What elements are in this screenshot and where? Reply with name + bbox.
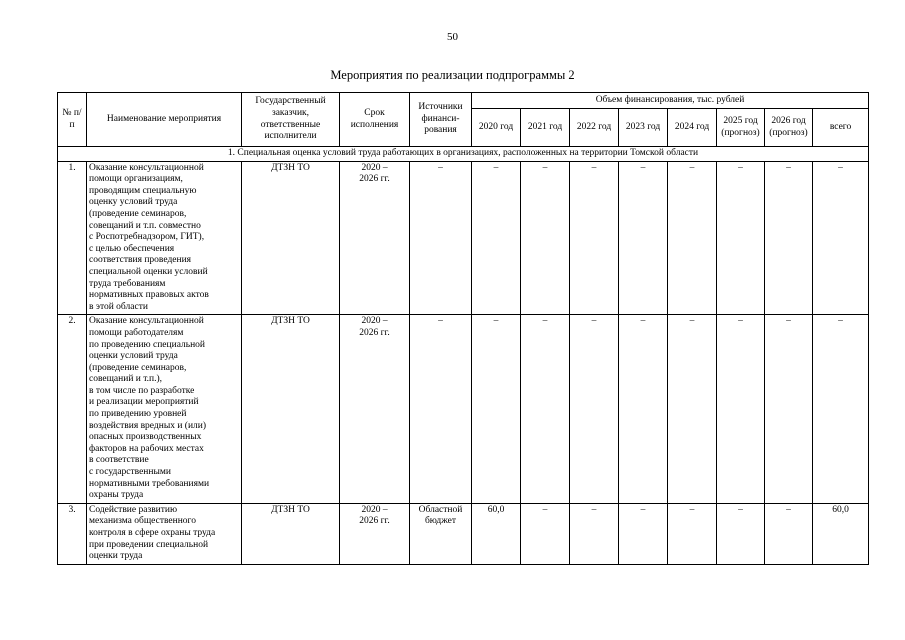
section-title: 1. Специальная оценка условий труда работающих в организациях, расположенных на территории Томской области (58, 147, 869, 162)
value-cell: – (521, 315, 570, 504)
activity-name-line: контроля в сфере охраны труда (89, 528, 216, 538)
value-cell: – (521, 161, 570, 315)
activity-name-line: механизма общественного (89, 516, 196, 527)
value-cell: 60,0 (472, 503, 521, 564)
page-number: 50 (447, 31, 458, 43)
activity-name-line: в этой области (89, 301, 148, 312)
value-cell: – (619, 503, 668, 564)
header-source: Источники финанси-рования (410, 93, 472, 147)
term-line: 2020 – (361, 504, 388, 515)
row-number: 2. (58, 315, 87, 504)
term-line: 2020 – (361, 316, 388, 327)
activity-name-line: воздействия вредных и (или) (89, 420, 207, 431)
value-cell: – (717, 315, 765, 504)
header-year: 2026 год (прогноз) (765, 109, 813, 147)
activity-name-line: оценки условий труда (89, 351, 178, 362)
activity-name-line: при проведении специальной (89, 539, 209, 550)
table-row (58, 315, 869, 504)
value-cell: – (668, 161, 717, 315)
activity-name-line: в соответствие (89, 455, 149, 466)
value-cell: – (472, 315, 521, 504)
activity-name-line: Содействие развитию (89, 504, 178, 515)
header-volume: Объем финансирования, тыс. рублей (472, 93, 869, 109)
activity-name-line: труда требованиям (89, 278, 166, 289)
row-number: 1. (58, 161, 87, 315)
value-cell: – (765, 315, 813, 504)
value-cell: – (570, 503, 619, 564)
activity-name-line: соответствия проведения (89, 255, 192, 266)
activity-name-line: по приведению уровней (89, 409, 187, 420)
activity-name-line: нормативных правовых актов (89, 290, 209, 301)
funding-source (410, 503, 472, 564)
activity-name (87, 161, 242, 315)
activity-name-line: оценки труда (89, 551, 143, 562)
term (340, 161, 410, 315)
activity-name-line: по проведению специальной (89, 339, 205, 350)
table-row (58, 503, 869, 564)
activity-name-line: Оказание консультационной (89, 316, 204, 327)
header-term: Срок исполнения (340, 93, 410, 147)
term (340, 503, 410, 564)
term-line: 2026 гг. (359, 516, 390, 527)
value-cell: – (717, 161, 765, 315)
funding-source: – (410, 161, 472, 315)
value-cell: – (619, 315, 668, 504)
header-year: 2024 год (668, 109, 717, 147)
term (340, 315, 410, 504)
funding-source-line: Областной (418, 504, 463, 515)
funding-source: – (410, 315, 472, 504)
header-num: № п/п (58, 93, 87, 147)
value-cell: – (765, 503, 813, 564)
activity-name-line: с целью обеспечения (89, 243, 175, 254)
activity-name-line: и реализации мероприятий (89, 397, 199, 408)
value-total: 60,0 (813, 503, 869, 564)
table-row (58, 161, 869, 315)
activity-name-line: совещаний и т.п. совместно (89, 220, 201, 231)
funding-source-line: бюджет (424, 516, 457, 527)
value-cell: – (570, 315, 619, 504)
activity-name-line: помощи работодателям (89, 327, 184, 338)
activity-name-line: в том числе по разработке (89, 385, 195, 396)
activity-name-line: (проведение семинаров, (89, 362, 187, 373)
header-year: 2020 год (472, 109, 521, 147)
customer: ДТЗН ТО (242, 315, 340, 504)
header-total: всего (813, 109, 869, 147)
value-cell: – (765, 161, 813, 315)
activity-name-line: специальной оценки условий (89, 266, 208, 277)
customer: ДТЗН ТО (242, 161, 340, 315)
activity-name (87, 315, 242, 504)
term-line: 2026 гг. (359, 327, 390, 338)
value-cell: – (472, 161, 521, 315)
value-cell: – (717, 503, 765, 564)
document-title: Мероприятия по реализации подпрограммы 2 (330, 68, 575, 82)
header-name: Наименование мероприятия (87, 93, 242, 147)
activity-name-line: проводящим специальную (89, 185, 197, 196)
activity-name (87, 503, 242, 564)
activity-name-line: совещаний и т.п.), (89, 374, 163, 385)
value-cell: – (570, 161, 619, 315)
activity-name-line: охраны труда (89, 490, 144, 501)
activity-name-line: с Роспотребнадзором, ГИТ), (89, 232, 205, 243)
value-cell: – (619, 161, 668, 315)
term-line: 2020 – (361, 162, 388, 173)
activity-name-line: факторов на рабочих местах (89, 443, 204, 454)
activity-name-line: помощи организациям, (89, 174, 183, 185)
header-year: 2021 год (521, 109, 570, 147)
header-year: 2022 год (570, 109, 619, 147)
header-customer: Государственный заказчик, ответственные исполнители (242, 93, 340, 147)
activity-name-line: опасных производственных (89, 432, 202, 443)
value-total: – (813, 315, 869, 504)
activities-table (57, 92, 869, 565)
customer: ДТЗН ТО (242, 503, 340, 564)
value-cell: – (521, 503, 570, 564)
value-total: – (813, 161, 869, 315)
value-cell: – (668, 503, 717, 564)
activity-name-line: с государственными (89, 467, 171, 478)
activity-name-line: оценку условий труда (89, 197, 178, 208)
value-cell: – (668, 315, 717, 504)
row-number: 3. (58, 503, 87, 564)
header-year: 2025 год (прогноз) (717, 109, 765, 147)
activity-name-line: Оказание консультационной (89, 162, 204, 173)
activity-name-line: нормативными требованиями (89, 478, 210, 489)
activity-name-line: (проведение семинаров, (89, 208, 187, 219)
term-line: 2026 гг. (359, 174, 390, 185)
header-year: 2023 год (619, 109, 668, 147)
